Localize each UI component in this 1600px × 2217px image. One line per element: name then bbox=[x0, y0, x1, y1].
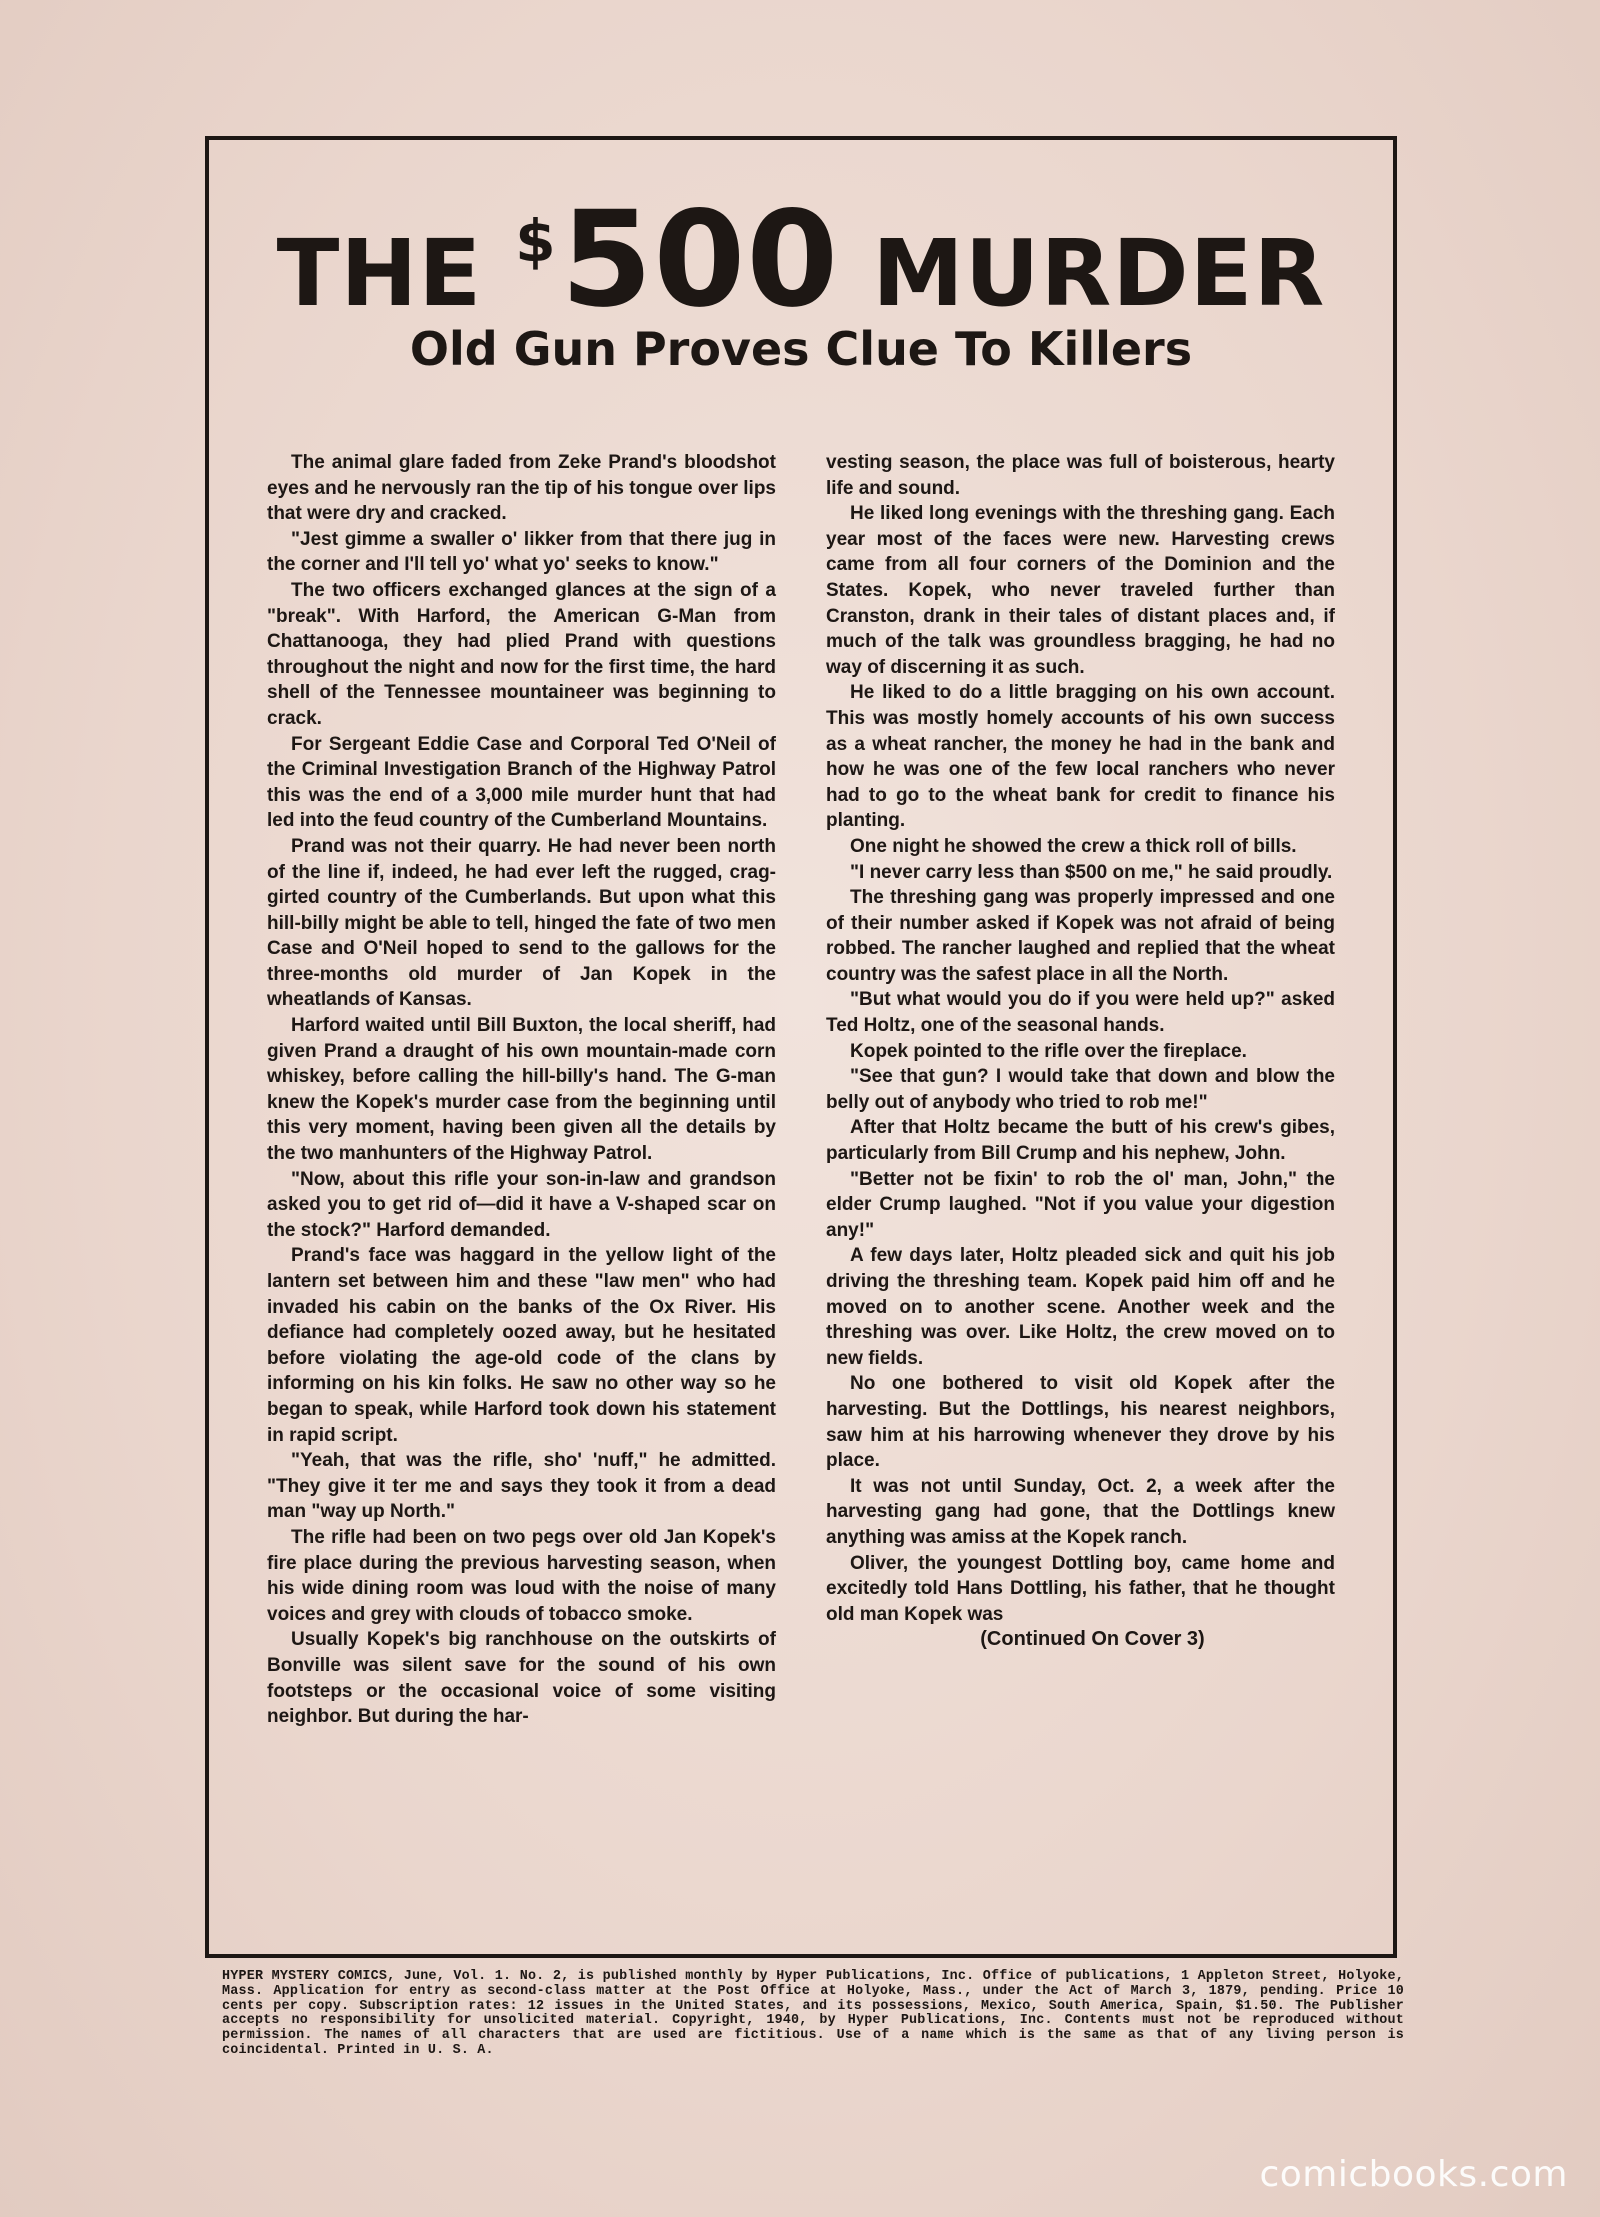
article-headline bbox=[209, 183, 1393, 337]
paragraph: Prand was not their quarry. He had never been north of the line if, indeed, he had ever left the rugged, crag-girted country of the Cumberlands. But upon what this hill-billy might be able to tell, hinged the fate of two men Case and O'Neil hoped to send to the gallows for the three-months old murder of Jan Kopek in the wheatlands of Kansas. bbox=[267, 835, 776, 1011]
paragraph: "But what would you do if you were held up?" asked Ted Holtz, one of the seasonal hands. bbox=[826, 989, 1335, 1037]
paragraph: "Better not be fixin' to rob the ol' man, John," the elder Crump laughed. "Not if you value your digestion any!" bbox=[826, 1168, 1335, 1241]
paragraph: The threshing gang was properly impressed and one of their number asked if Kopek was not afraid of being robbed. The rancher laughed and replied that the wheat country was the safest place in all the North. bbox=[826, 887, 1335, 985]
headline-murder: MURDER bbox=[872, 220, 1326, 327]
paragraph: "Now, about this rifle your son-in-law and grandson asked you to get rid of—did it have a V-shaped scar on the stock?" Harford demanded. bbox=[267, 1168, 776, 1241]
paragraph: "Yeah, that was the rifle, sho' 'nuff," he admitted. "They give it ter me and says they took it from a dead man "way up North." bbox=[267, 1450, 776, 1523]
paragraph: Oliver, the youngest Dottling boy, came home and excitedly told Hans Dottling, his father, that he thought old man Kopek was bbox=[826, 1552, 1335, 1625]
paragraph: "See that gun? I would take that down and blow the belly out of anybody who tried to rob me!" bbox=[826, 1066, 1335, 1113]
paragraph: The animal glare faded from Zeke Prand's bloodshot eyes and he nervously ran the tip of his tongue over lips that were dry and cracked. bbox=[267, 452, 776, 525]
paragraph: For Sergeant Eddie Case and Corporal Ted O'Neil of the Criminal Investigation Branch of the Highway Patrol this was the end of a 3,000 mile murder hunt that had led into the feud country of the Cumberland Mountains. bbox=[267, 733, 776, 832]
paragraph: The two officers exchanged glances at the sign of a "break". With Harford, the American G-Man from Chattanooga, they had plied Prand with questions throughout the night and now for the first time, the hard shell of the Tennessee mountaineer was beginning to crack. bbox=[267, 579, 776, 729]
paragraph: Prand's face was haggard in the yellow light of the lantern set between him and these "law men" who had invaded his cabin on the banks of the Ox River. His defiance had completely oozed away, but he hesitated before violating the age-old code of the clans by informing on his kin folks. He saw no other way so he began to speak, while Harford took down his statement in rapid script. bbox=[267, 1245, 776, 1446]
paragraph: A few days later, Holtz pleaded sick and quit his job driving the threshing team. Kopek paid him off and he moved on to another scene. Another week and the threshing was over. Like Holtz, the crew moved on to new fields. bbox=[826, 1245, 1335, 1369]
paragraph: He liked long evenings with the threshing gang. Each year most of the faces were new. Harvesting crews came from all four corners of the Dominion and the States. Kopek, who never traveled further than Cranston, drank in their tales of distant places and, if much of the talk was groundless bragging, he had no way of discerning it as such. bbox=[826, 503, 1335, 678]
continued-note: (Continued On Cover 3) bbox=[980, 1628, 1205, 1651]
headline-amount: 500 bbox=[560, 183, 840, 337]
article-column-left bbox=[267, 450, 776, 1730]
paragraph: He liked to do a little bragging on his own account. This was mostly homely accounts of his own success as a wheat rancher, the money he had in the bank and how he was one of the few local ranchers who never had to go to the wheat bank for credit to finance his planting. bbox=[826, 682, 1335, 832]
paragraph: Harford waited until Bill Buxton, the local sheriff, had given Prand a draught of his own mountain-made corn whiskey, before calling the hill-billy's hand. The G-man knew the Kopek's murder case from the beginning until this very moment, having been given all the details by the two manhunters of the Highway Patrol. bbox=[267, 1015, 776, 1165]
paragraph: Usually Kopek's big ranchhouse on the outskirts of Bonville was silent save for the sound of his own footsteps or the occasional voice of some visiting neighbor. But during the har- bbox=[267, 1629, 776, 1728]
headline-the: THE bbox=[276, 220, 483, 327]
paragraph: "Jest gimme a swaller o' likker from that there jug in the corner and I'll tell yo' what yo' seeks to know." bbox=[267, 528, 776, 576]
headline-dollar-sign: $ bbox=[515, 207, 557, 275]
paragraph: vesting season, the place was full of boisterous, hearty life and sound. bbox=[826, 452, 1335, 499]
paragraph: Kopek pointed to the rifle over the fireplace. bbox=[850, 1040, 1247, 1062]
paragraph: No one bothered to visit old Kopek after the harvesting. But the Dottlings, his nearest neighbors, saw him at his harrowing whenever they drove by his place. bbox=[826, 1373, 1335, 1472]
paragraph: It was not until Sunday, Oct. 2, a week after the harvesting gang had gone, that the Dottlings knew anything was amiss at the Kopek ranch. bbox=[826, 1475, 1335, 1548]
paragraph: "I never carry less than $500 on me," he said proudly. bbox=[850, 861, 1333, 883]
paragraph: One night he showed the crew a thick roll of bills. bbox=[850, 835, 1297, 857]
article-column-right bbox=[826, 450, 1335, 1653]
article-subtitle: Old Gun Proves Clue To Killers bbox=[409, 322, 1193, 376]
paragraph: The rifle had been on two pegs over old Jan Kopek's fire place during the previous harvesting season, when his wide dining room was loud with the noise of many voices and grey with clouds of tobacco smoke. bbox=[267, 1526, 776, 1625]
publication-indicia: HYPER MYSTERY COMICS, June, Vol. 1. No. 2, is published monthly by Hyper Publications, Inc. Office of publications, 1 Appleton Street, Holyoke, Mass. Application for entry as second-class matter at the Post Office at Holyoke, Mass., under the Act of March 3, 1879, pending. Price 10 cents per copy. Subscription rates: 12 issues in the United States, and its possessions, Mexico, South America, Spain, $1.50. The Publisher accepts no responsibility for unsolicited material. Copyright, 1940, by Hyper Publications, Inc. Contents must not be reproduced without permission. The names of all characters that are used are fictitious. Use of a name which is the same as that of any living person is coincidental. Printed in U. S. A. bbox=[222, 1969, 1404, 2058]
article-frame bbox=[205, 136, 1397, 1958]
site-watermark: comicbooks.com bbox=[1259, 2154, 1568, 2195]
paragraph: After that Holtz became the butt of his crew's gibes, particularly from Bill Crump and his nephew, John. bbox=[826, 1117, 1335, 1165]
